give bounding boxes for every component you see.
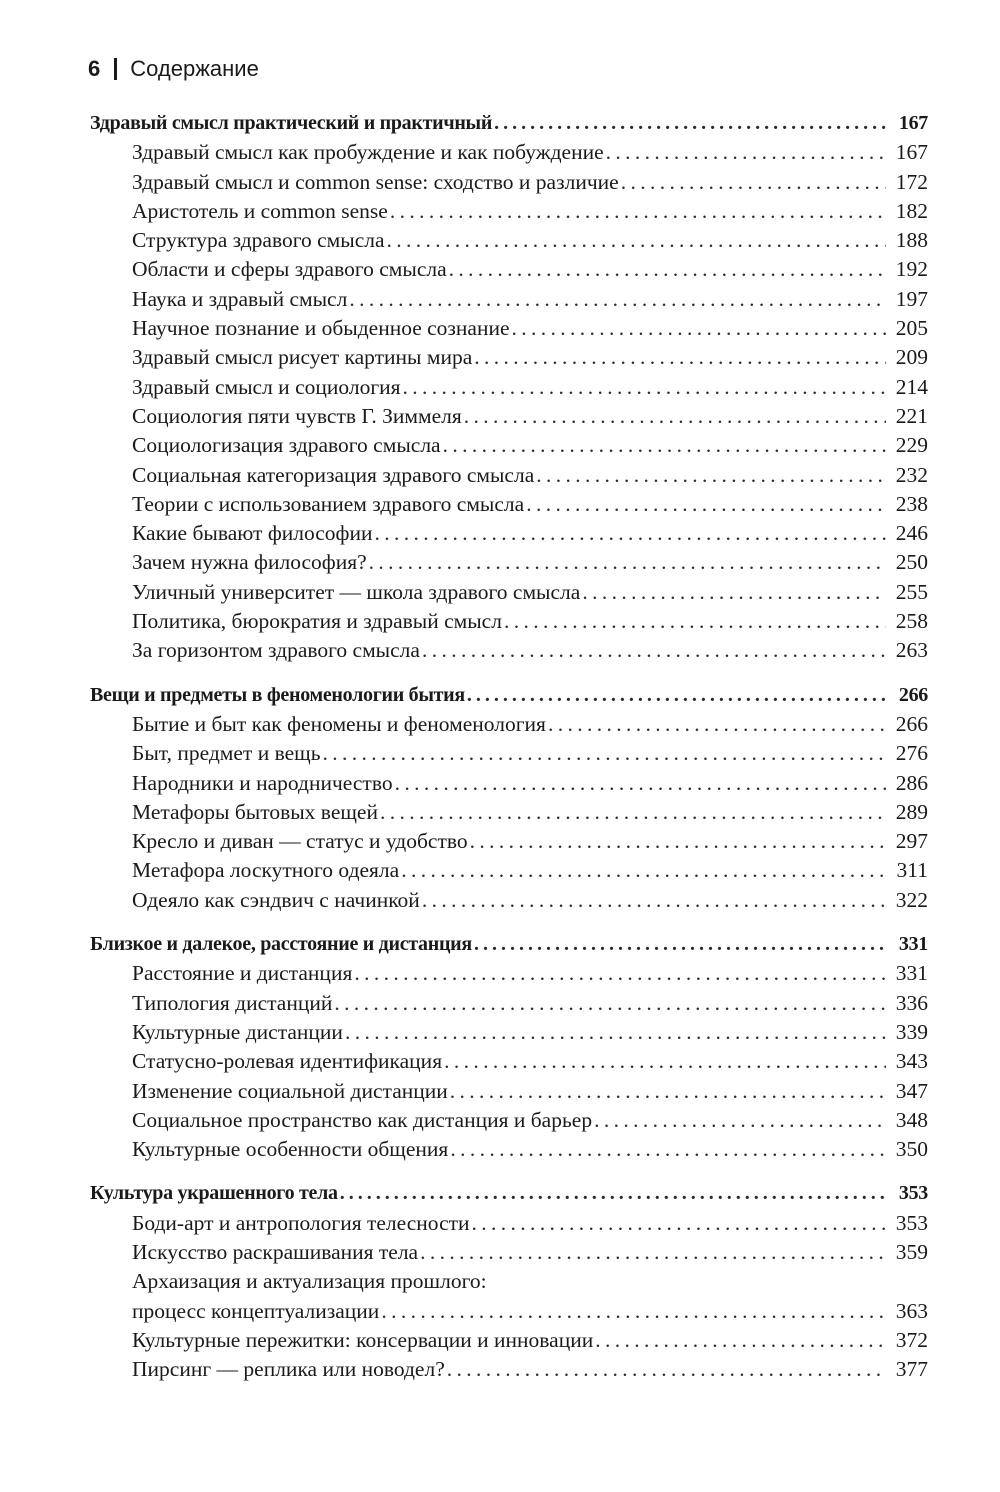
toc-page-number: 209: [895, 345, 928, 370]
dot-leader: [354, 959, 886, 988]
toc-entry-title: Здравый смысл и common sense: сходство и различие: [132, 169, 619, 194]
toc-entry: [90, 1238, 928, 1267]
toc-entry: [90, 1297, 928, 1326]
toc-entry: [90, 1018, 928, 1047]
toc-entry: [90, 798, 928, 827]
toc-entry-title: Теории с использованием здравого смысла: [132, 491, 525, 516]
toc-page-number: 289: [895, 799, 928, 824]
toc-page-number: 276: [895, 741, 928, 766]
toc-entry: [90, 769, 928, 798]
toc-page-number: 172: [895, 169, 928, 194]
toc-page-number: 266: [895, 711, 928, 736]
toc-entry: [90, 710, 928, 739]
toc-page-number: 311: [896, 858, 928, 883]
toc-entry: [90, 402, 928, 431]
toc-entry: [90, 461, 928, 490]
toc-page-number: 347: [895, 1078, 928, 1103]
toc-page-number: 331: [898, 933, 928, 956]
dot-leader: [582, 578, 886, 607]
toc-page-number: 348: [895, 1107, 928, 1132]
toc-entry-title: Культура украшенного тела: [90, 1182, 338, 1205]
toc-entry-title: Искусство раскрашивания тела: [132, 1239, 419, 1264]
toc-entry-title: Здравый смысл практический и практичный: [90, 112, 493, 134]
toc-entry: [90, 519, 928, 548]
toc-entry-title: Культурные дистанции: [132, 1019, 343, 1044]
toc-page-number: 232: [895, 462, 928, 487]
toc-entry-title: Культурные особенности общения: [132, 1137, 449, 1162]
toc-entry-title: Политика, бюрократия и здравый смысл: [132, 609, 502, 634]
dot-leader: [422, 636, 886, 665]
running-head: [88, 54, 259, 84]
dot-leader: [345, 1018, 886, 1047]
toc-page-number: 246: [895, 521, 928, 546]
dot-leader: [594, 1106, 886, 1135]
toc-entry: [90, 285, 928, 314]
toc-entry-title: Социальное пространство как дистанция и барьер: [132, 1107, 593, 1132]
dot-leader: [606, 138, 886, 167]
dot-leader: [548, 710, 886, 739]
toc-entry: [90, 548, 928, 577]
toc-entry-title: Структура здравого смысла: [132, 228, 385, 253]
running-head-title: Содержание: [130, 56, 259, 81]
toc-page-number: 359: [895, 1239, 928, 1264]
toc-page-number: 353: [898, 1182, 928, 1205]
toc-page-number: 322: [895, 887, 928, 912]
toc-page-number: 221: [895, 403, 928, 428]
toc-section: [90, 109, 928, 666]
toc-page-number: 339: [895, 1019, 928, 1044]
toc-page-number: 167: [895, 140, 928, 165]
dot-leader: [474, 343, 886, 372]
toc-entry-title: Аристотель и common sense: [132, 198, 388, 223]
dot-leader: [450, 1077, 886, 1106]
dot-leader: [369, 548, 886, 577]
toc-section-heading: [90, 681, 928, 710]
toc-entry-title: Здравый смысл и социология: [132, 374, 401, 399]
toc-entry-title: Социальная категоризация здравого смысла: [132, 462, 535, 487]
toc-page-number: 214: [895, 374, 928, 399]
dot-leader: [512, 314, 886, 343]
toc-entry-title: Боди-арт и антропология телесности: [132, 1210, 470, 1235]
toc-entry-title: Архаизация и актуализация прошлого:: [132, 1269, 487, 1294]
toc-entry: [90, 343, 928, 372]
toc-entry: [90, 373, 928, 402]
toc-page-number: 167: [898, 112, 928, 134]
dot-leader: [380, 798, 886, 827]
toc-entry: [90, 636, 928, 665]
dot-leader: [474, 930, 886, 959]
toc-entry-title: Культурные пережитки: консервации и инновации: [132, 1327, 594, 1352]
toc-entry-title: Народники и народничество: [132, 770, 393, 795]
toc-page-number: 353: [895, 1210, 928, 1235]
toc-page-number: 331: [895, 961, 928, 986]
dot-leader: [401, 856, 886, 885]
toc-entry-title: Вещи и предметы в феноменологии бытия: [90, 683, 465, 706]
toc-page-number: 250: [895, 550, 928, 575]
dot-leader: [447, 1355, 886, 1384]
toc-section-heading: [90, 109, 928, 138]
separator-bar: [114, 58, 117, 80]
toc-page-number: 377: [895, 1357, 928, 1382]
toc-page-number: 238: [895, 491, 928, 516]
dot-leader: [450, 1135, 886, 1164]
toc-entry: [90, 1355, 928, 1384]
dot-leader: [420, 1238, 886, 1267]
dot-leader: [323, 739, 886, 768]
toc-entry: [90, 431, 928, 460]
dot-leader: [449, 255, 886, 284]
toc-page-number: 297: [895, 829, 928, 854]
toc-page-number: 255: [895, 579, 928, 604]
dot-leader: [390, 197, 886, 226]
dot-leader: [536, 461, 886, 490]
dot-leader: [494, 109, 886, 138]
toc-page-number: 182: [895, 198, 928, 223]
toc-entry-title: Близкое и далекое, расстояние и дистанция: [90, 933, 472, 956]
toc-entry-title: Социология пяти чувств Г. Зиммеля: [132, 403, 462, 428]
toc-page-number: 363: [895, 1298, 928, 1323]
toc-page-number: 192: [895, 257, 928, 282]
toc-entry: [90, 1209, 928, 1238]
toc-page-number: 350: [895, 1137, 928, 1162]
dot-leader: [467, 681, 886, 710]
toc-entry: [90, 314, 928, 343]
toc-section: [90, 1179, 928, 1384]
dot-leader: [422, 886, 886, 915]
dot-leader: [595, 1326, 886, 1355]
toc-entry: [90, 490, 928, 519]
toc-page-number: 343: [895, 1049, 928, 1074]
dot-leader: [349, 285, 886, 314]
toc-entry-title: Области и сферы здравого смысла: [132, 257, 447, 282]
dot-leader: [375, 519, 887, 548]
toc-entry-title: Какие бывают философии: [132, 521, 373, 546]
toc-section: [90, 930, 928, 1164]
toc-page-number: 258: [895, 609, 928, 634]
toc-page-number: 286: [895, 770, 928, 795]
toc-page-number: 336: [895, 990, 928, 1015]
toc-entry: [90, 1106, 928, 1135]
toc-entry: [90, 168, 928, 197]
toc-entry: [90, 886, 928, 915]
toc-entry: [90, 607, 928, 636]
dot-leader: [443, 431, 886, 460]
toc-entry: [90, 959, 928, 988]
toc-entry-title: Зачем нужна философия?: [132, 550, 367, 575]
toc-entry: [90, 255, 928, 284]
toc-section-heading: [90, 930, 928, 959]
dot-leader: [395, 769, 886, 798]
toc-entry-title: Быт, предмет и вещь: [132, 741, 321, 766]
toc-entry-title: Одеяло как сэндвич с начинкой: [132, 887, 420, 912]
toc-entry-title: За горизонтом здравого смысла: [132, 638, 420, 663]
toc-entry-title: Метафора лоскутного одеяла: [132, 858, 400, 883]
dot-leader: [470, 827, 886, 856]
toc-entry: [90, 197, 928, 226]
toc-entry-title: Социологизация здравого смысла: [132, 433, 441, 458]
table-of-contents: [90, 109, 928, 1399]
toc-entry-title: Метафоры бытовых вещей: [132, 799, 378, 824]
toc-entry: [90, 138, 928, 167]
toc-entry-title: Типология дистанций: [132, 990, 333, 1015]
toc-entry: [90, 1047, 928, 1076]
toc-entry-title: процесс концептуализации: [132, 1298, 380, 1323]
toc-entry-title: Статусно-ролевая идентификация: [132, 1049, 443, 1074]
toc-page-number: 266: [898, 683, 928, 706]
dot-leader: [403, 373, 886, 402]
toc-entry: [90, 1135, 928, 1164]
toc-entry-title: Кресло и диван — статус и удобство: [132, 829, 468, 854]
dot-leader: [472, 1209, 886, 1238]
dot-leader: [444, 1047, 886, 1076]
toc-entry: [90, 226, 928, 255]
toc-entry: [90, 1267, 928, 1296]
page-number: 6: [88, 56, 101, 81]
toc-entry-title: Изменение социальной дистанции: [132, 1078, 448, 1103]
toc-entry-title: Уличный университет — школа здравого смысла: [132, 579, 581, 604]
toc-entry-title: Здравый смысл как пробуждение и как побуждение: [132, 140, 604, 165]
toc-page-number: 372: [895, 1327, 928, 1352]
toc-entry-title: Здравый смысл рисует картины мира: [132, 345, 473, 370]
toc-entry-title: Расстояние и дистанция: [132, 961, 353, 986]
toc-entry-title: Научное познание и обыденное сознание: [132, 316, 510, 341]
toc-page-number: 263: [895, 638, 928, 663]
toc-entry-title: Наука и здравый смысл: [132, 286, 348, 311]
toc-entry: [90, 1326, 928, 1355]
toc-page-number: 197: [895, 286, 928, 311]
toc-entry-title: Бытие и быт как феномены и феноменология: [132, 711, 546, 736]
toc-entry: [90, 856, 928, 885]
toc-entry: [90, 989, 928, 1018]
toc-entry: [90, 578, 928, 607]
toc-page-number: 205: [895, 316, 928, 341]
toc-entry: [90, 739, 928, 768]
toc-page-number: 229: [895, 433, 928, 458]
dot-leader: [381, 1297, 886, 1326]
toc-entry: [90, 1077, 928, 1106]
dot-leader: [464, 402, 886, 431]
dot-leader: [621, 168, 886, 197]
toc-entry: [90, 827, 928, 856]
toc-section: [90, 681, 928, 915]
dot-leader: [334, 989, 886, 1018]
toc-section-heading: [90, 1179, 928, 1208]
dot-leader: [387, 226, 886, 255]
toc-entry-title: Пирсинг — реплика или новодел?: [132, 1357, 445, 1382]
dot-leader: [526, 490, 886, 519]
dot-leader: [340, 1179, 886, 1208]
toc-page-number: 188: [895, 228, 928, 253]
dot-leader: [504, 607, 886, 636]
